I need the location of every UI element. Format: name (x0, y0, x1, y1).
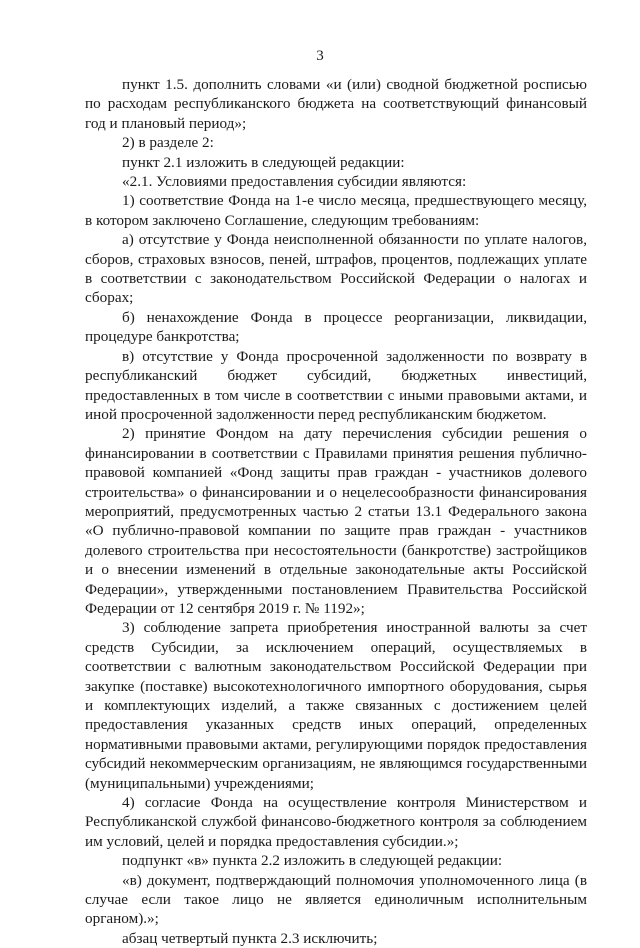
paragraph-2-1-title: «2.1. Условиями предоставления субсидии являются: (122, 173, 467, 191)
paragraph-section-2: 2) в разделе 2: (122, 134, 214, 152)
paragraph-2-1-intro: пункт 2.1 изложить в следующей редакции: (122, 153, 405, 171)
paragraph-condition-1c: в) отсутствие у Фонда просроченной задолженности по возврату в республиканский бюджет субсидий, бюджетных инвестиций, предоставленных в том числе в соответствии с иными правовыми актами, и иной просроченной задолженности перед республиканским бюджетом. (85, 347, 587, 423)
page-number: 3 (316, 48, 324, 64)
paragraph-2-2-v: «в) документ, подтверждающий полномочия уполномоченного лица (в случае если такое лицо не является единоличным исполнительным органом).»; (85, 871, 587, 928)
paragraph-condition-1: 1) соответствие Фонда на 1-е число месяца, предшествующего месяцу, в котором заключено Соглашение, следующим требованиям: (85, 192, 587, 229)
paragraph-condition-2: 2) принятие Фондом на дату перечисления субсидии решения о финансировании в соответствии с Правилами принятия решения публично-правовой компанией «Фонд защиты прав граждан - участников долевого строительства» о финансировании и о нецелесообразности финансирования мероприятий, предусмотренных частью 2 статьи 13.1 Федерального закона «О публично-правовой компании по защите прав граждан - участников долевого строительства при несостоятельности (банкротстве) застройщиков и о внесении изменений в отдельные законодательные акты Российской Федерации», утвержденными постановлением Правительства Российской Федерации от 12 сентября 2019 г. № 1192»; (85, 425, 587, 617)
paragraph-condition-3: 3) соблюдение запрета приобретения иностранной валюты за счет средств Субсидии, за исключением операций, осуществляемых в соответствии с валютным законодательством Российской Федерации при закупке (поставке) высокотехнологичного импортного оборудования, сырья и комплектующих изделий, а также связанных с достижением целей предоставления указанных средств иных операций, определенных нормативными правовыми актами, регулирующими порядок предоставления субсидий некоммерческим организациям, не являющимся государственными (муниципальными) учреждениями; (85, 619, 587, 792)
paragraph-condition-1a: а) отсутствие у Фонда неисполненной обязанности по уплате налогов, сборов, страховых взносов, пеней, штрафов, процентов, подлежащих уплате в соответствии с законодательством Российской Федерации о налогах и сборах; (85, 231, 587, 307)
document-body (85, 75, 587, 948)
paragraph-2-3: абзац четвертый пункта 2.3 исключить; (122, 929, 378, 947)
paragraph-condition-1b: б) ненахождение Фонда в процессе реорганизации, ликвидации, процедуре банкротства; (85, 308, 587, 346)
paragraph-2-2-intro: подпункт «в» пункта 2.2 изложить в следующей редакции: (122, 852, 503, 870)
paragraph-condition-4: 4) согласие Фонда на осуществление контроля Министерством и Республиканской службой финансово-бюджетного контроля за соблюдением им условий, целей и порядка предоставления субсидии.»; (85, 794, 587, 850)
paragraph-1-5: пункт 1.5. дополнить словами «и (или) сводной бюджетной росписью по расходам республиканского бюджета на соответствующий финансовый год и плановый период»; (85, 76, 587, 132)
